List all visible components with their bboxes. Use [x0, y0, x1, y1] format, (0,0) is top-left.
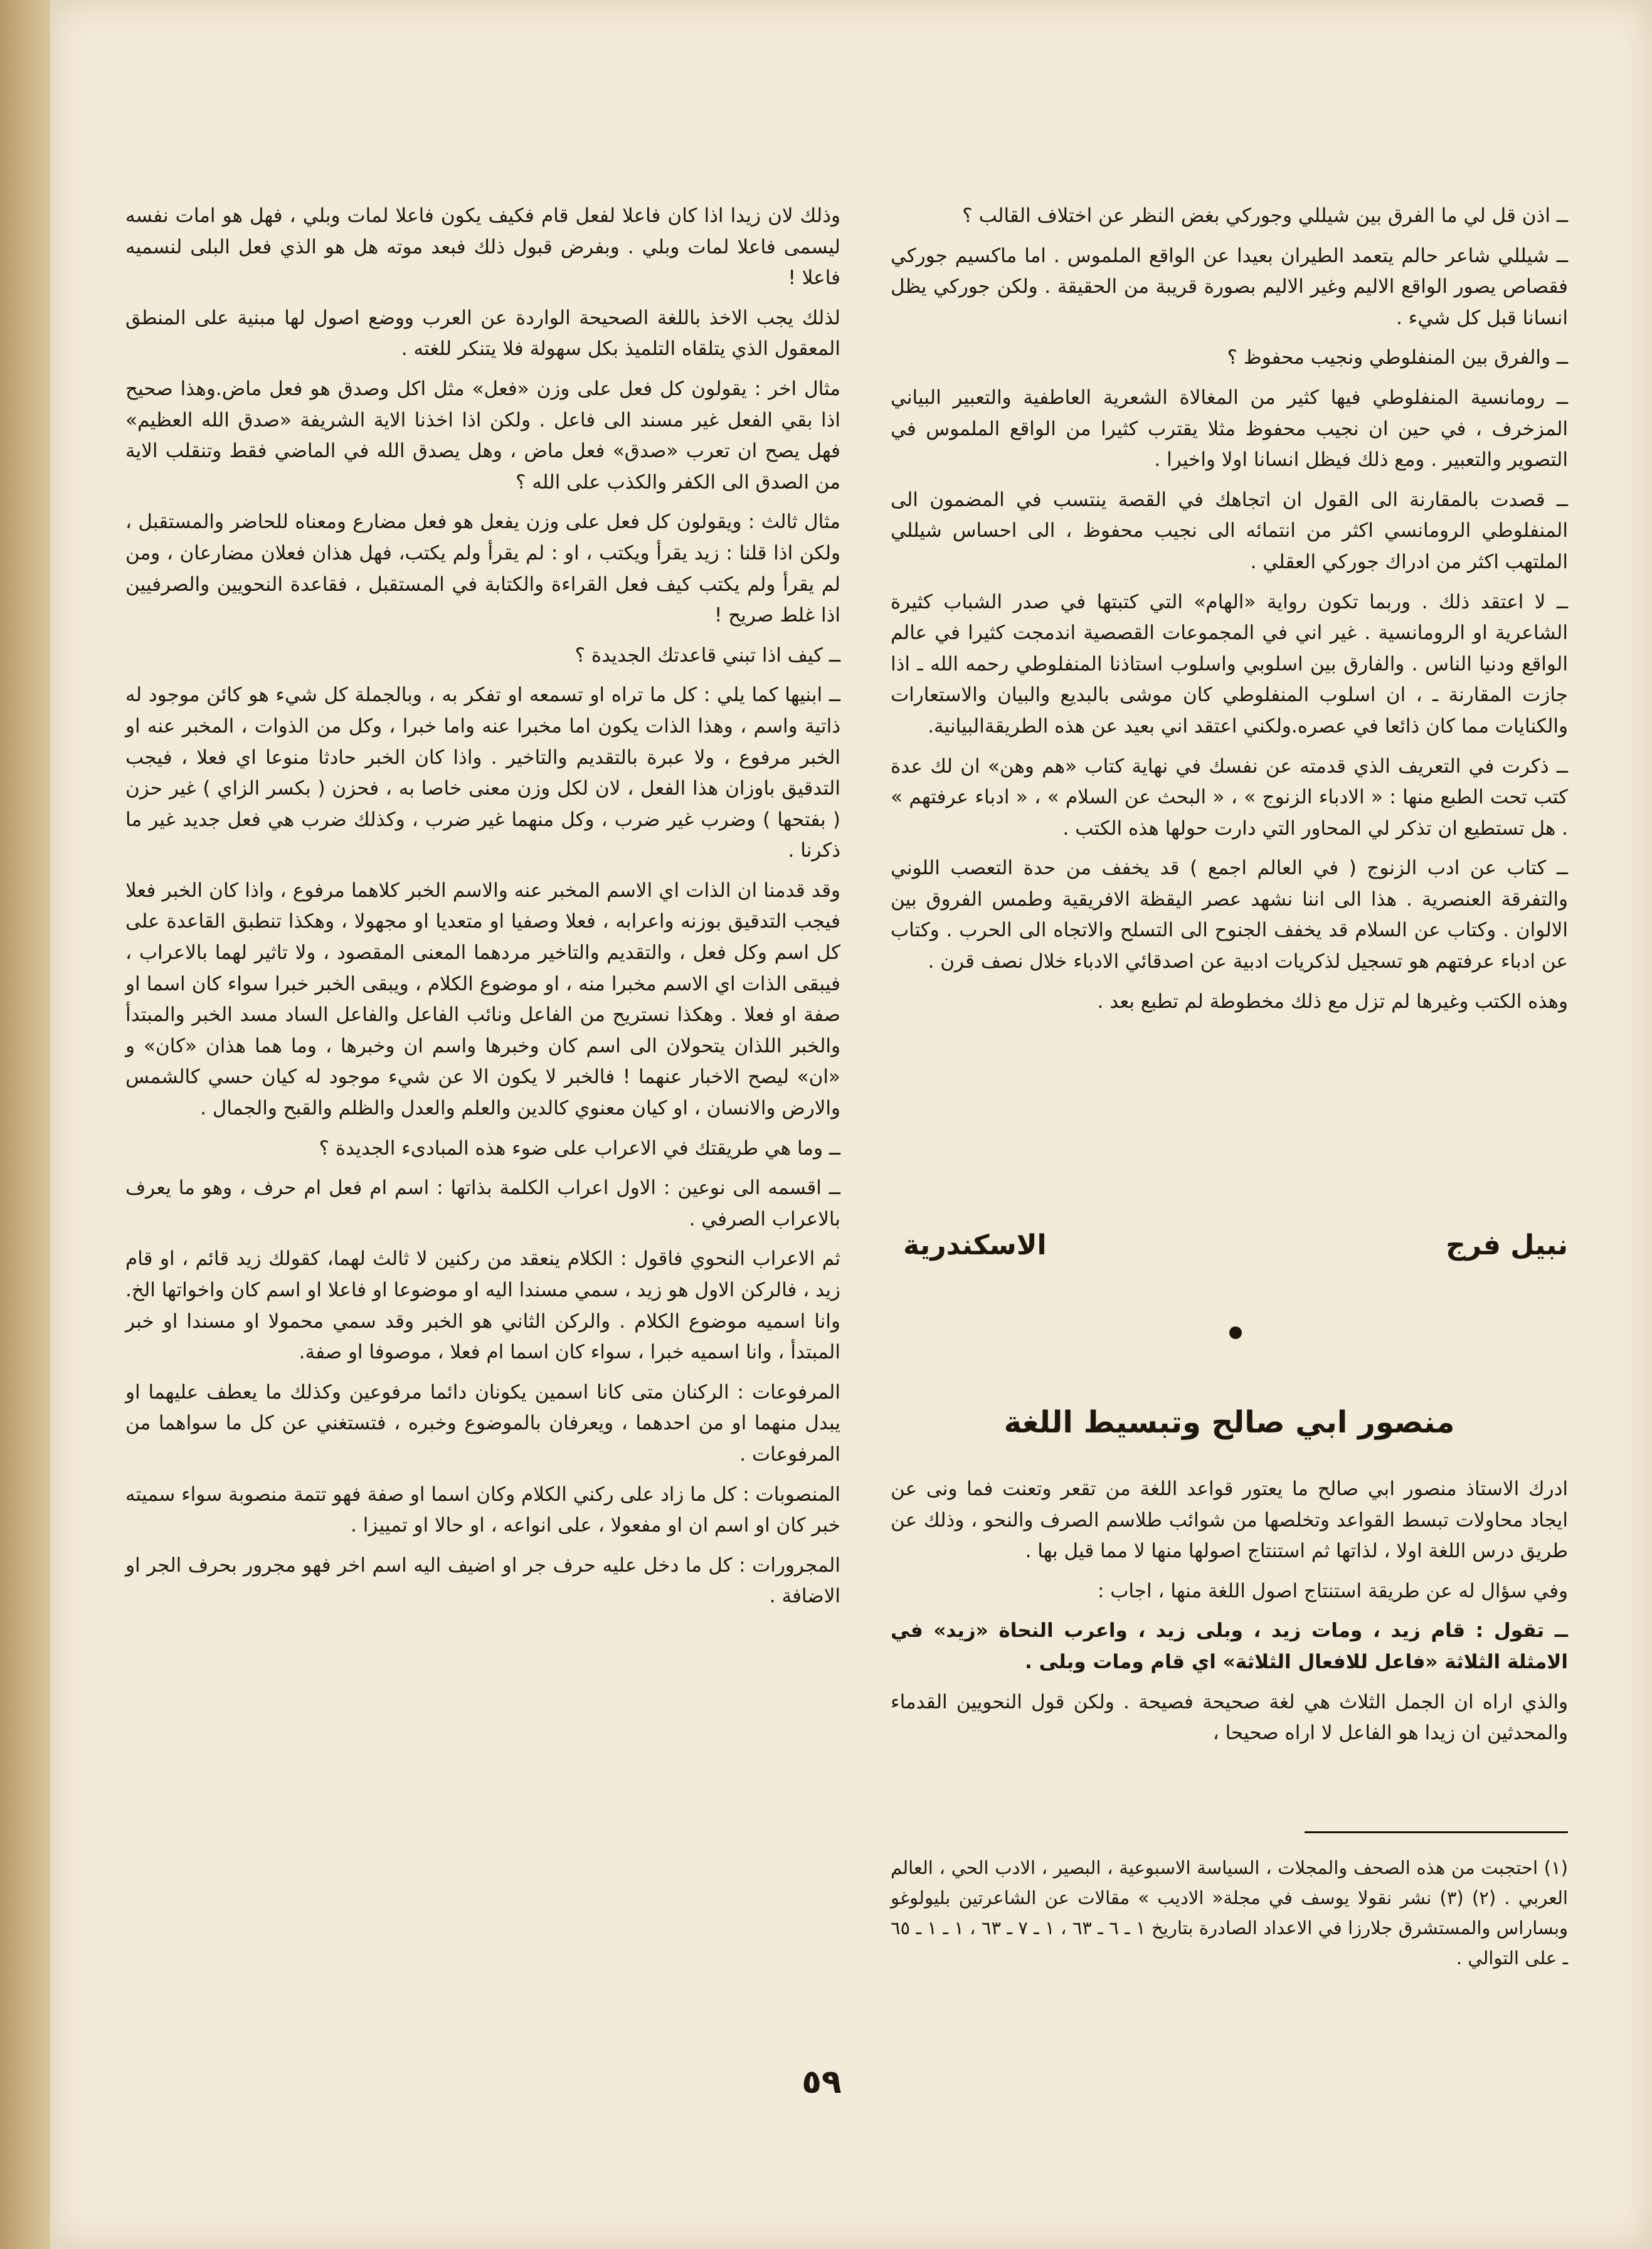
- paragraph: وهذه الكتب وغيرها لم تزل مع ذلك مخطوطة لم تطبع بعد .: [1097, 990, 1568, 1013]
- paragraph: لذلك يجب الاخذ باللغة الصحيحة الواردة عن العرب ووضع اصول لها مبنية على المنطق المعقول الذي يتلقاه التلميذ بكل سهولة فلا يتنكر للغته .: [125, 306, 840, 361]
- paragraph: ــ ابنيها كما يلي : كل ما تراه او تسمعه او تفكر به ، وبالجملة كل شيء هو كائن موجود له ذاتية واسم ، وهذا الذات يكون اما مخبرا عنه واما خبرا ، وكل من الذوات ، المخبر عنه او الخبر مرفوع ، ولا عبرة بالتقديم والتاخير . واذا كان الخبر حادثا منوعا اي فعلا ، فيجب التدقيق باوزان هذا الفعل ، لان لكل وزن معنى خاصا به ، فحزن ( بكسر الزاي ) غير حزن ( بفتحها ) وضرب غير ضرب ، وكل منهما غير ضرب ، وكذلك ضرب هي فعل جديد غير ما ذكرنا .: [125, 684, 840, 862]
- paragraph: ــ كتاب عن ادب الزنوج ( في العالم اجمع ) قد يخفف من حدة التعصب اللوني والتفرقة العنصرية . هذا الى اننا نشهد عصر اليقظة الافريقية وطمس الفروق بين الالوان . وكتاب عن السلام قد يخفف الجنوح الى التسلح والاتجاه الى الحرب . وكتاب عن ادباء عرفتهم هو تسجيل لذكريات ادبية عن اصدقائي الادباء خلال نصف قرن .: [891, 857, 1568, 973]
- paragraph: مثال ثالث : ويقولون كل فعل على وزن يفعل هو فعل مضارع ومعناه للحاضر والمستقبل ، ولكن اذا قلنا : زيد يقرأ ويكتب ، او : لم يقرأ ولم يكتب، فهل هذان فعلان مضارعان ، ومن لم يقرأ ولم يكتب كيف فعل القراءة والكتابة في المستقبل ، فقاعدة النحويين والصرفيين اذا غلط صريح !: [125, 511, 840, 627]
- paragraph: وذلك لان زيدا اذا كان فاعلا لفعل قام فكيف يكون فاعلا لمات وبلي ، فهل هو امات نفسه ليسمى فاعلا لمات وبلي . وبفرض قبول ذلك فبعد موته هل هو الذي فعل البلى لنسميه فاعلا !: [125, 204, 840, 290]
- paragraph: ــ شيللي شاعر حالم يتعمد الطيران بعيدا عن الواقع الملموس . اما ماكسيم جوركي فقصاص يصور الواقع الاليم وغير الاليم بصورة قريبة من الحقيقة . ولكن جوركي يظل انسانا قبل كل شيء .: [891, 244, 1568, 329]
- paragraph: والذي اراه ان الجمل الثلاث هي لغة صحيحة فصيحة . ولكن قول النحويين القدماء والمحدثين ان زيدا هو الفاعل لا اراه صحيحا ،: [891, 1690, 1568, 1745]
- paragraph: ــ اقسمه الى نوعين : الاول اعراب الكلمة بذاتها : اسم ام فعل ام حرف ، وهو ما يعرف بالاعراب الصرفي .: [125, 1177, 840, 1230]
- paragraph: مثال اخر : يقولون كل فعل على وزن «فعل» مثل اكل وصدق هو فعل ماض.وهذا صحيح اذا بقي الفعل غير مسند الى فاعل . ولكن اذا اخذنا الاية الشريفة «صدق الله العظيم» فهل يصح ان تعرب «صدق» فعل ماض ، وهل يصدق الله في الماضي فقط وتنقلب الاية من الصدق الى الكفر والكذب على الله ؟: [125, 377, 840, 494]
- paragraph: ثم الاعراب النحوي فاقول : الكلام ينعقد من ركنين لا ثالث لهما، كقولك زيد قائم ، او قام زيد ، فالركن الاول هو زيد ، سمي مسندا اليه او موضوعا او فاعلا او اسم كان واخواتها الخ. وانا اسميه موضوع الكلام . والركن الثاني هو الخبر وقد سمي محمولا او مسندا او خبر المبتدأ ، وانا اسميه خبرا ، سواء كان اسما ام فعلا ، موصوفا او صفة.: [125, 1247, 840, 1364]
- section-divider-dot: [1229, 1326, 1242, 1339]
- footnotes: (١) احتجبت من هذه الصحف والمجلات ، السياسة الاسبوعية ، البصير ، الادب الحي ، العالم العربي . (٢) (٣) نشر نقولا يوسف في مجلة« الاديب » مقالات عن الشاعرتين بليولوغو وبساراس والمستشرق جلارزا في الاعداد الصادرة بتاريخ ١ ـ ٦ ـ ٦٣ ، ١ ـ ٧ ـ ٦٣ ، ١ ـ ١ ـ ٦٥ ـ على التوالي .: [891, 1857, 1569, 1969]
- paragraph: ــ وما هي طريقتك في الاعراب على ضوء هذه المبادىء الجديدة ؟: [319, 1136, 840, 1160]
- paragraph: وفي سؤال له عن طريقة استنتاج اصول اللغة منها ، اجاب :: [1097, 1579, 1568, 1602]
- paragraph: ــ اذن قل لي ما الفرق بين شيللي وجوركي بغض النظر عن اختلاف القالب ؟: [962, 204, 1568, 227]
- paragraph: ــ كيف اذا تبني قاعدتك الجديدة ؟: [574, 643, 840, 667]
- paragraph: ــ والفرق بين المنفلوطي ونجيب محفوظ ؟: [1227, 346, 1568, 369]
- paragraph: المرفوعات : الركنان متى كانا اسمين يكونان دائما مرفوعين وكذلك ما يعطف عليهما او يبدل منهما او من احدهما ، ويعرفان بالموضوع وخبره ، فتستغني عن كل ما سواهما من المرفوعات .: [125, 1380, 840, 1466]
- footnote-rule: [1305, 1831, 1568, 1833]
- paragraph: ــ رومانسية المنفلوطي فيها كثير من المغالاة الشعرية العاطفية والتعبير البياني المزخرف ، في حين ان نجيب محفوظ مثلا يقترب كثيرا من الواقع الملموس في التصوير والتعبير . ومع ذلك فيظل انسانا اولا واخيرا .: [891, 386, 1568, 472]
- signature: [891, 1229, 1568, 1261]
- page-edge: [0, 0, 50, 2249]
- page-number: ٥٩: [802, 2063, 842, 2101]
- paragraph: ادرك الاستاذ منصور ابي صالح ما يعتور قواعد اللغة من تقعر وتعنت فما ونى عن ايجاد محاولات تبسط القواعد وتخلصها من شوائب طلاسم الصرف والنحو ، وذلك عن طريق درس اللغة اولا ، لذاتها ثم استنتاج اصولها منها لا مما قيل بها .: [891, 1478, 1568, 1563]
- article-column: [891, 1474, 1568, 1758]
- paragraph: ــ قصدت بالمقارنة الى القول ان اتجاهك في القصة ينتسب في المضمون الى المنفلوطي الرومانسي اكثر من انتمائه الى نجيب محفوظ ، الى احساس شيللي الملتهب اكثر من ادراك جوركي العقلي .: [891, 488, 1568, 573]
- author-city: الاسكندرية: [903, 1229, 1047, 1261]
- author-name: نبيل فرج: [1446, 1229, 1568, 1261]
- paragraph: ــ ذكرت في التعريف الذي قدمته عن نفسك في نهاية كتاب «هم وهن» ان لك عدة كتب تحت الطبع منها : « الادباء الزنوج » ، « البحث عن السلام » ، « ادباء عرفتهم » . هل تستطيع ان تذكر لي المحاور التي دارت حولها هذه الكتب .: [891, 754, 1568, 840]
- paragraph: ــ لا اعتقد ذلك . وربما تكون رواية «الهام» التي كتبتها في صدر الشباب كثيرة الشاعرية او الرومانسية . غير اني في المجموعات القصصية اندمجت كثيرا في عالم الواقع ودنيا الناس . والفارق بين اسلوبي واسلوب استاذنا المنفلوطي رحمه الله ـ اذا جازت المقارنة ـ ، ان اسلوب المنفلوطي كان موشى بالبديع والبيان والاستعارات والكنايات مما كان ذائعا في عصره.ولكني اعتقد اني بعيد عن هذه الطريقةالبيانية.: [891, 590, 1568, 738]
- paragraph: ــ تقول : قام زيد ، ومات زيد ، وبلى زيد ، واعرب النحاة «زيد» في الامثلة الثلاثة «فاعل للافعال الثلاثة» اي قام ومات وبلى .: [891, 1619, 1568, 1673]
- interview-column: [891, 201, 1568, 1026]
- paragraph: المجرورات : كل ما دخل عليه حرف جر او اضيف اليه اسم اخر فهو مجرور بحرف الجر او الاضافة .: [125, 1553, 840, 1608]
- grammar-column: [125, 201, 840, 1621]
- paragraph: المنصوبات : كل ما زاد على ركني الكلام وكان اسما او صفة فهو تتمة منصوبة سواء سميته خبر كان او اسم ان او مفعولا ، على انواعه ، او حالا او تمييزا .: [125, 1483, 840, 1537]
- paragraph: وقد قدمنا ان الذات اي الاسم المخبر عنه والاسم الخبر كلاهما مرفوع ، واذا كان الخبر فعلا فيجب التدقيق بوزنه واعرابه ، فعلا وصفيا او متعديا او مجهولا ، وهكذا تنطبق القاعدة على كل اسم وكل فعل ، والتقديم والتاخير مردهما المعنى المقصود ، ولا تاثير لهما بالاعراب ، فيبقى الذات اي الاسم مخبرا منه ، او موضوع الكلام ، ويبقى الخبر خبرا سواء كان اسما او صفة او فعلا . وهكذا نستريح من الفاعل ونائب الفاعل والفاعل الساد مسد الخبر والمبتدأ والخبر اللذان يتحولان الى اسم كان وخبرها واسم ان وخبرها ، وما هما هذان «كان» و «ان» ليصح الاخبار عنهما ! فالخبر لا يكون الا عن شيء موجود له كيان حسي كالشمس والارض والانسان ، او كيان معنوي كالدين والعلم والعدل والظلم والقبح والجمال .: [125, 879, 840, 1120]
- article-title: منصور ابي صالح وتبسيط اللغة: [1003, 1405, 1455, 1440]
